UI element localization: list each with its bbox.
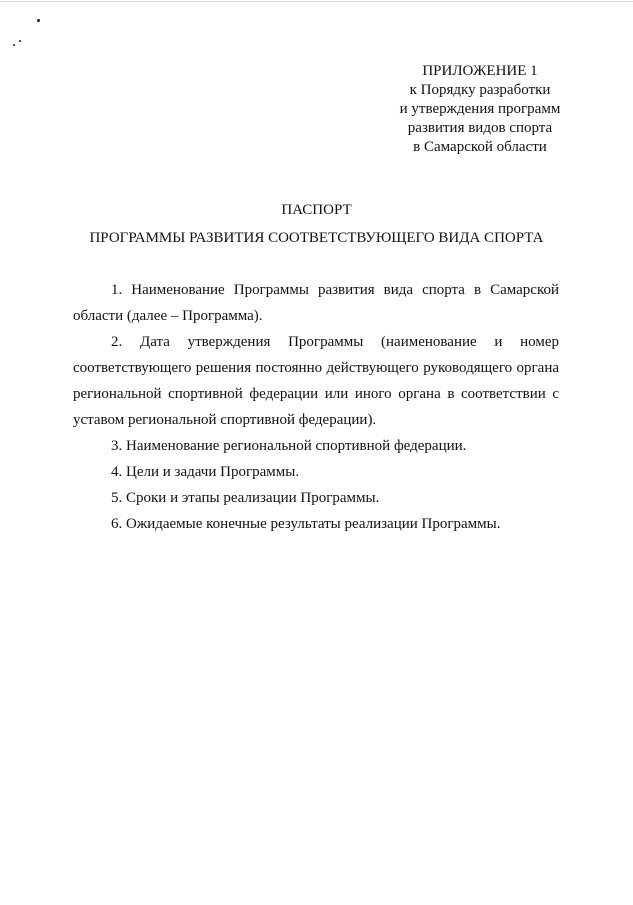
- annex-line: развития видов спорта: [407, 120, 553, 136]
- list-item: 5. Сроки и этапы реализации Программы.: [111, 490, 380, 506]
- annex-line: к Порядку разработки: [409, 82, 551, 98]
- annex-header: [360, 62, 600, 157]
- annex-title: ПРИЛОЖЕНИЕ 1: [422, 63, 538, 79]
- list-item: 3. Наименование региональной спортивной федерации.: [111, 438, 467, 454]
- document-subtitle: ПРОГРАММЫ РАЗВИТИЯ СООТВЕТСТВУЮЩЕГО ВИДА СПОРТА: [89, 230, 544, 246]
- scan-speck: [37, 19, 40, 22]
- document-title: ПАСПОРТ: [281, 202, 352, 218]
- list-item: 1. Наименование Программы развития вида спорта в Самарской области (далее – Программа).: [73, 282, 559, 324]
- scan-edge-line: [0, 1, 633, 2]
- list-item: 6. Ожидаемые конечные результаты реализации Программы.: [111, 516, 501, 532]
- annex-line: в Самарской области: [413, 139, 547, 155]
- scan-speck: [19, 40, 21, 42]
- document-body: [73, 277, 559, 537]
- scan-speck: [13, 44, 15, 46]
- list-item: 4. Цели и задачи Программы.: [111, 464, 300, 480]
- list-item: 2. Дата утверждения Программы (наименование и номер соответствующего решения постоянно действующего руководящего органа региональной спортивной федерации или иного органа в соответствии с уставом региональной спортивной федерации).: [73, 334, 559, 428]
- annex-line: и утверждения программ: [399, 101, 561, 117]
